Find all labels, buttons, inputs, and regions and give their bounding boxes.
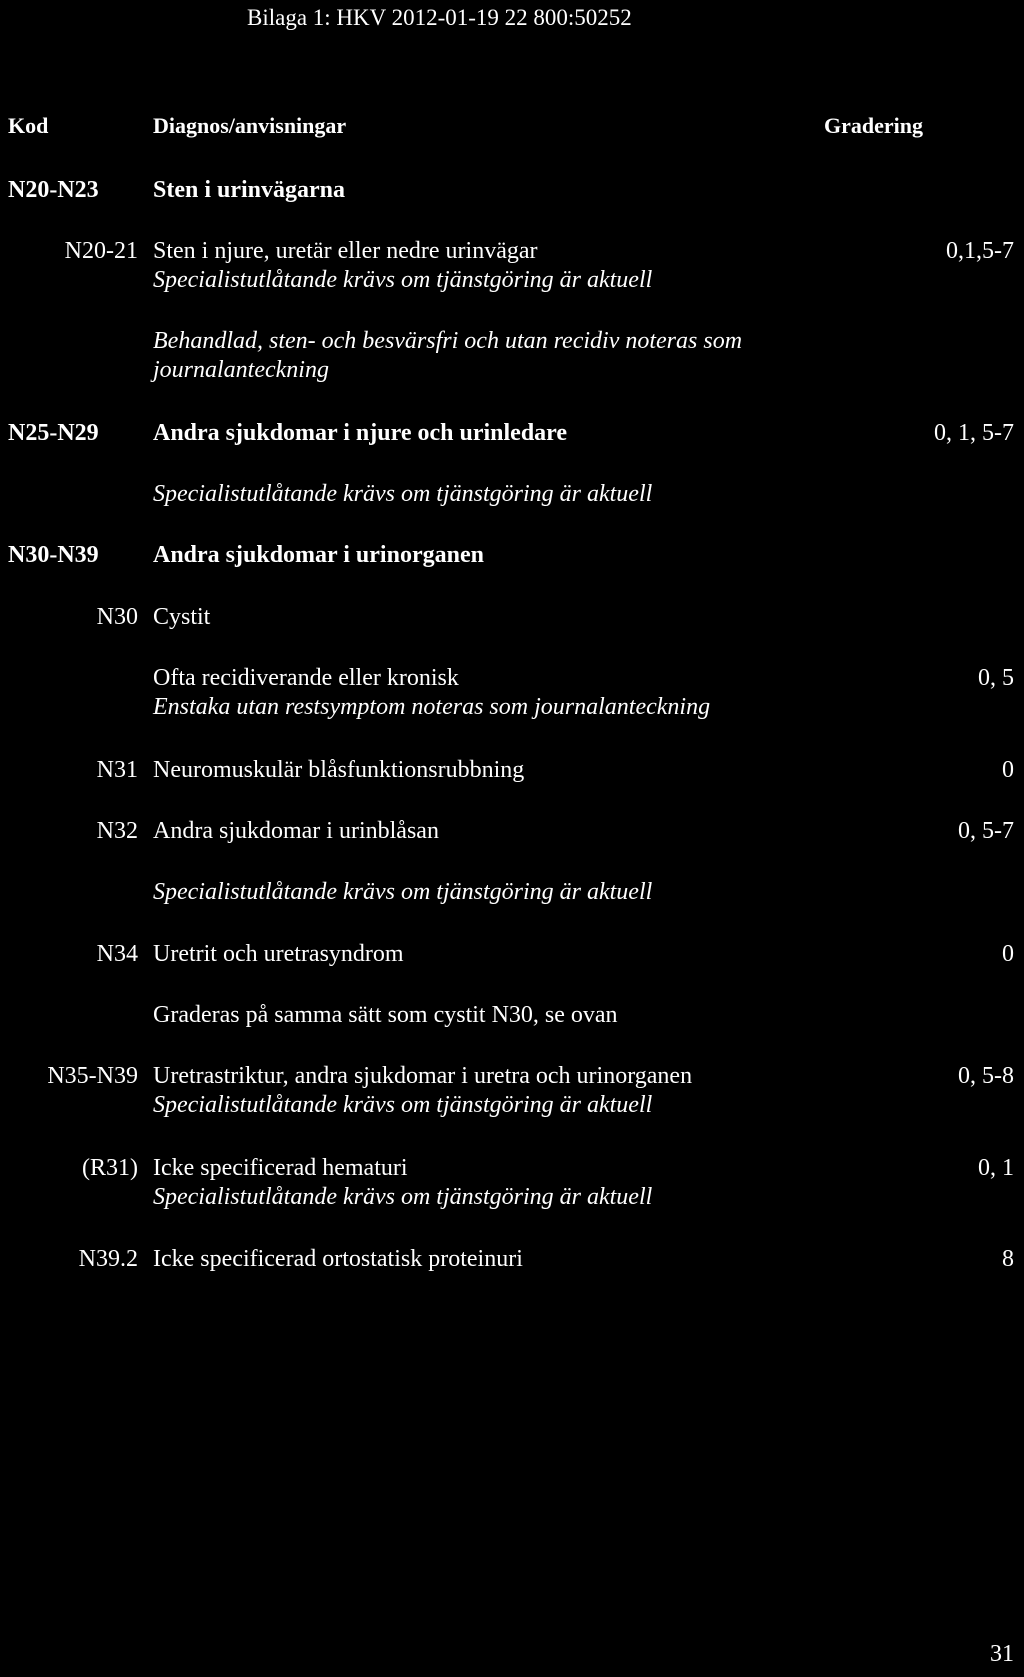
row-code: N32 [96, 818, 138, 844]
row-note: Behandlad, sten- och besvärsfri och utan recidiv noteras som [153, 328, 743, 354]
row-note-continued: journalanteckning [153, 357, 329, 383]
row-text: Neuromuskulär blåsfunktionsrubbning [153, 757, 525, 783]
column-header-code: Kod [8, 113, 49, 138]
row-code: N39.2 [78, 1246, 138, 1272]
row-code: (R31) [82, 1155, 138, 1181]
row-grade: 0, 1, 5-7 [934, 420, 1014, 446]
document-title: Bilaga 1: HKV 2012-01-19 22 800:50252 [247, 5, 632, 30]
row-code: N30-N39 [8, 542, 99, 568]
row-code: N31 [96, 757, 138, 783]
row-code: N30 [96, 604, 138, 630]
page-number: 31 [990, 1641, 1014, 1667]
row-code: N20-21 [64, 238, 138, 264]
row-code: N34 [96, 941, 138, 967]
row-code: N35-N39 [47, 1063, 138, 1089]
row-heading: Andra sjukdomar i urinorganen [153, 542, 484, 568]
column-header-grading: Gradering [824, 113, 923, 138]
row-text: Sten i njure, uretär eller nedre urinvägar [153, 238, 538, 264]
row-heading: Sten i urinvägarna [153, 177, 346, 203]
row-code: N20-N23 [8, 177, 99, 203]
row-note: Specialistutlåtande krävs om tjänstgöring är aktuell [153, 879, 653, 905]
row-text: Uretrastriktur, andra sjukdomar i uretra och urinorganen [153, 1063, 693, 1089]
row-text: Icke specificerad hematuri [153, 1155, 408, 1181]
row-grade: 0, 5-7 [958, 818, 1014, 844]
row-text: Graderas på samma sätt som cystit N30, se ovan [153, 1002, 618, 1028]
row-text: Cystit [153, 604, 211, 630]
row-grade: 0, 1 [978, 1155, 1014, 1181]
row-grade: 0, 5-8 [958, 1063, 1014, 1089]
row-grade: 0 [1002, 941, 1014, 967]
row-grade: 0, 5 [978, 665, 1014, 691]
row-note: Specialistutlåtande krävs om tjänstgöring är aktuell [153, 1184, 653, 1210]
row-text: Andra sjukdomar i urinblåsan [153, 818, 439, 844]
row-code: N25-N29 [8, 420, 99, 446]
row-note: Specialistutlåtande krävs om tjänstgöring är aktuell [153, 481, 653, 507]
column-header-diagnosis: Diagnos/anvisningar [153, 113, 347, 138]
row-note: Enstaka utan restsymptom noteras som journalanteckning [153, 694, 711, 720]
row-note: Specialistutlåtande krävs om tjänstgöring är aktuell [153, 267, 653, 293]
row-grade: 0 [1002, 757, 1014, 783]
row-text: Uretrit och uretrasyndrom [153, 941, 404, 967]
row-grade: 8 [1002, 1246, 1014, 1272]
row-text: Ofta recidiverande eller kronisk [153, 665, 459, 691]
row-text: Icke specificerad ortostatisk proteinuri [153, 1246, 523, 1272]
row-note: Specialistutlåtande krävs om tjänstgöring är aktuell [153, 1092, 653, 1118]
row-grade: 0,1,5-7 [946, 238, 1014, 264]
row-heading: Andra sjukdomar i njure och urinledare [153, 420, 568, 446]
